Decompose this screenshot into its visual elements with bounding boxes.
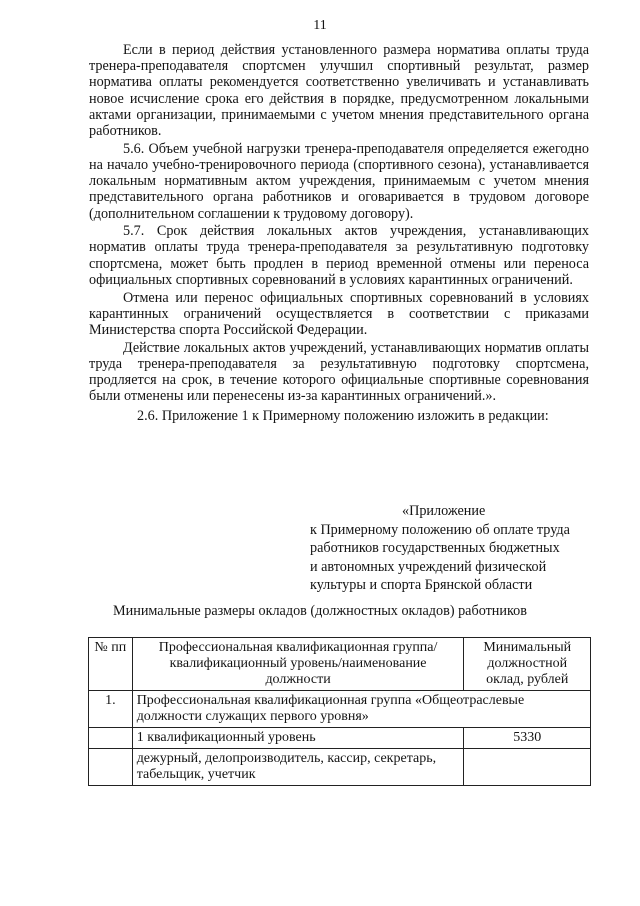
header-group: Профессиональная квалификационная группа/квалификационный уровень/наименование должности bbox=[132, 638, 464, 691]
cell-salary: 5330 bbox=[464, 728, 591, 749]
salary-table bbox=[88, 637, 591, 786]
paragraph: 5.6. Объем учебной нагрузки тренера-преподавателя определяется ежегодно на начало учебно-тренировочного периода (спортивного сезона), устанавливается локальным нормативным актом учреждения, принимаемым с учетом мнения представительного органа работников и оговаривается в трудовом договоре (дополнительном соглашении к трудовому договору). bbox=[89, 140, 589, 222]
table-header-row bbox=[89, 638, 591, 691]
page-number: 11 bbox=[313, 18, 327, 33]
table-row bbox=[89, 728, 591, 749]
cell-number bbox=[89, 728, 133, 749]
table-title: Минимальные размеры окладов (должностных окладов) работников bbox=[113, 603, 527, 619]
cell-number: 1. bbox=[89, 691, 133, 728]
appendix-line: к Примерному положению об оплате труда bbox=[310, 521, 570, 538]
cell-number bbox=[89, 749, 133, 786]
appendix-line: «Приложение bbox=[402, 503, 486, 519]
appendix-header bbox=[310, 502, 600, 595]
cell-salary bbox=[464, 749, 591, 786]
cell-positions: дежурный, делопроизводитель, кассир, секретарь, табельщик, учетчик bbox=[132, 749, 464, 786]
appendix-line: и автономных учреждений физической bbox=[310, 558, 547, 575]
header-salary: Минимальный должностной оклад, рублей bbox=[464, 638, 591, 691]
cell-group: Профессиональная квалификационная группа «Общеотраслевые должности служащих первого уровня» bbox=[132, 691, 590, 728]
appendix-line: работников государственных бюджетных bbox=[310, 540, 560, 556]
document-body bbox=[89, 42, 589, 426]
paragraph: 5.7. Срок действия локальных актов учреждения, устанавливающих норматив оплаты труда тренера-преподавателя за результативную подготовку спортсмена, может быть продлен в период временной отмены или переноса официальных спортивных соревнований в условиях карантинных ограничений. bbox=[89, 223, 589, 288]
cell-level: 1 квалификационный уровень bbox=[132, 728, 464, 749]
appendix-line: культуры и спорта Брянской области bbox=[310, 577, 533, 593]
paragraph: Отмена или перенос официальных спортивных соревнований в условиях карантинных ограничений осуществляется в соответствии с приказами Министерства спорта Российской Федерации. bbox=[89, 289, 589, 338]
paragraph: Действие локальных актов учреждений, устанавливающих норматив оплаты труда тренера-преподавателя за результативную подготовку спортсмена, продляется на срок, в течение которого официальные спортивные соревнования были отменены или перенесены из-за карантинных ограничений.». bbox=[89, 339, 589, 405]
header-number: № пп bbox=[89, 638, 133, 691]
table-row bbox=[89, 749, 591, 786]
table-row bbox=[89, 691, 591, 728]
paragraph-amendment: 2.6. Приложение 1 к Примерному положению изложить в редакции: bbox=[137, 408, 549, 425]
paragraph: Если в период действия установленного размера норматива оплаты труда тренера-преподавателя спортсмен улучшил спортивный результат, размер норматива оплаты рекомендуется соответственно увеличивать и устанавливать новое исчисление срока его действия в порядке, предусмотренном локальными актами организации, принимаемыми с учетом мнения представительного органа работников. bbox=[89, 42, 589, 140]
